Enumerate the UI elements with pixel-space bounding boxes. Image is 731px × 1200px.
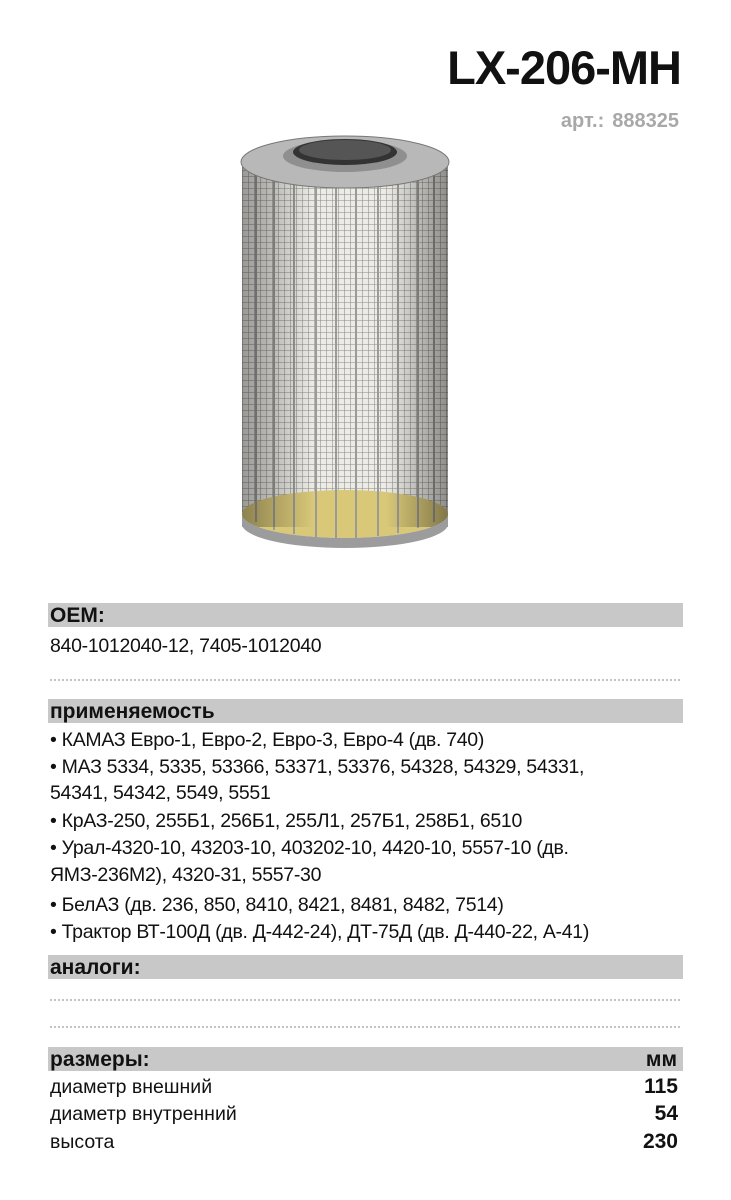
product-title: LX-206-MH: [447, 41, 681, 94]
dotted-divider: [50, 679, 680, 681]
filter-element-image: [236, 122, 454, 584]
dotted-divider: [50, 999, 680, 1001]
applicability-line: • КрАЗ-250, 255Б1, 256Б1, 255Л1, 257Б1, 258Б1, 6510: [50, 810, 523, 832]
applicability-line: • МАЗ 5334, 5335, 53366, 53371, 53376, 54328, 54329, 54331,: [50, 756, 585, 778]
dimensions-heading: размеры:: [50, 1048, 150, 1071]
dimensions-unit: мм: [645, 1048, 677, 1071]
dotted-divider: [50, 1026, 680, 1028]
applicability-line: • БелАЗ (дв. 236, 850, 8410, 8421, 8481, 8482, 7514): [50, 894, 504, 916]
applicability-line: • КАМАЗ Евро-1, Евро-2, Евро-3, Евро-4 (дв. 740): [50, 729, 485, 751]
applicability-line: • Трактор ВТ-100Д (дв. Д-442-24), ДТ-75Д (дв. Д-440-22, А-41): [50, 921, 590, 943]
analogs-heading: аналоги:: [50, 956, 141, 979]
dimension-row: [50, 1074, 678, 1100]
dimension-label: диаметр внешний: [50, 1076, 213, 1098]
applicability-line: ЯМЗ-236М2), 4320-31, 5557-30: [50, 864, 322, 886]
dimension-label: высота: [50, 1131, 115, 1153]
oem-heading: OEM:: [50, 604, 105, 627]
dimension-row: [50, 1101, 678, 1127]
dimension-row: [50, 1129, 678, 1155]
dimensions-section-header: [48, 1047, 683, 1071]
article-value: 888325: [612, 110, 679, 132]
article-label: арт.:: [560, 110, 605, 132]
applicability-line: • Урал-4320-10, 43203-10, 403202-10, 4420-10, 5557-10 (дв.: [50, 837, 569, 859]
applicability-section-header: [48, 699, 683, 723]
dimension-value: 54: [654, 1102, 678, 1125]
analogs-section-header: [48, 955, 683, 979]
article-number: [561, 110, 679, 133]
dimension-label: диаметр внутренний: [50, 1103, 237, 1125]
oem-section-header: [48, 603, 683, 627]
dimension-value: 230: [642, 1130, 678, 1153]
dimension-value: 115: [644, 1075, 678, 1098]
applicability-heading: применяемость: [50, 700, 215, 723]
applicability-line: 54341, 54342, 5549, 5551: [50, 782, 271, 804]
oem-numbers: 840-1012040-12, 7405-1012040: [50, 635, 322, 657]
